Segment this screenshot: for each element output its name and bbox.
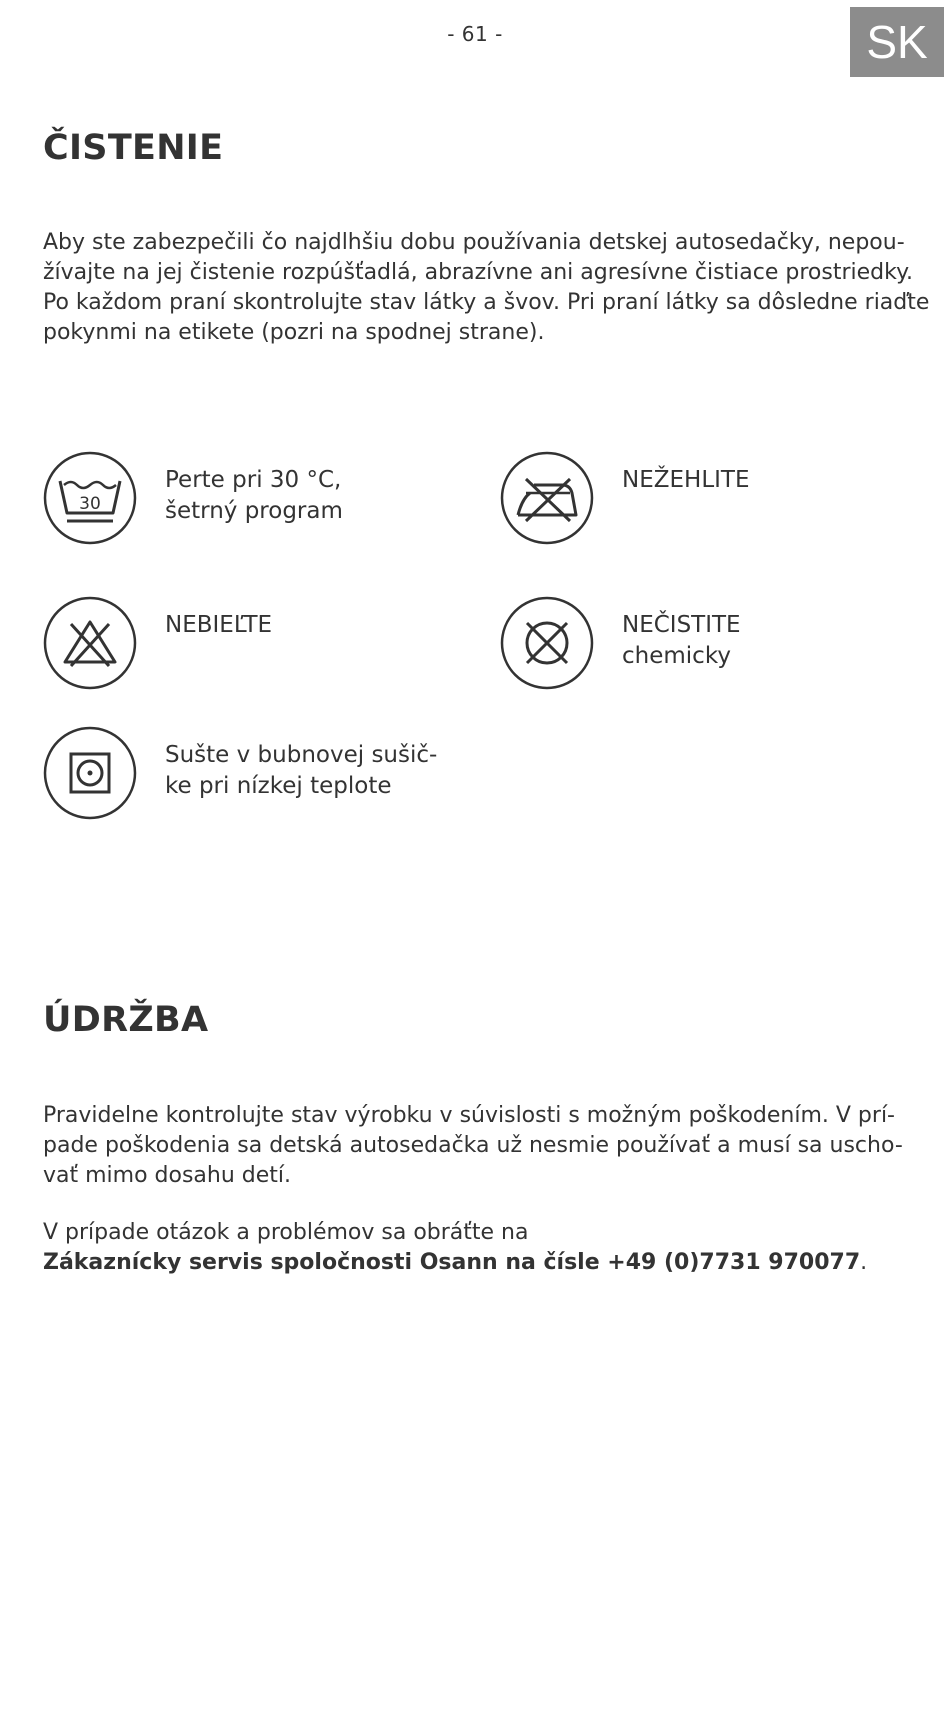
cleaning-paragraph-line: Aby ste zabezpečili čo najdlhšiu dobu používania detskej autosedačky, nepou-	[43, 230, 905, 255]
cleaning-paragraph	[43, 228, 943, 348]
cleaning-paragraph-line: Po každom praní skontrolujte stav látky a švov. Pri praní látky sa dôsledne riaďte	[43, 290, 930, 315]
page-number: - 61 -	[447, 22, 503, 46]
care-text-line: NEŽEHLITE	[622, 467, 750, 493]
care-text-tumble-dry	[165, 740, 437, 802]
contact-intro: V prípade otázok a problémov sa obráťte na	[43, 1220, 529, 1245]
wash-30-icon	[43, 451, 137, 545]
contact-paragraph	[43, 1218, 943, 1278]
maintenance-paragraph-line: pade poškodenia sa detská autosedačka už nesmie používať a musí sa uscho-	[43, 1133, 903, 1158]
language-badge: SK	[850, 7, 944, 77]
care-text-no-dry-clean	[622, 610, 741, 672]
cleaning-paragraph-line: žívajte na jej čistenie rozpúšťadlá, abrazívne ani agresívne čistiace prostriedky.	[43, 260, 913, 285]
care-text-wash	[165, 465, 343, 527]
no-iron-icon	[500, 451, 594, 545]
maintenance-paragraph-line: Pravidelne kontrolujte stav výrobku v súvislosti s možným poškodením. V prí-	[43, 1103, 895, 1128]
wash-temperature-label: 30	[79, 494, 101, 514]
care-text-line: chemicky	[622, 643, 731, 669]
maintenance-paragraph	[43, 1101, 943, 1191]
no-bleach-icon	[43, 596, 137, 690]
customer-service-contact: Zákaznícky servis spoločnosti Osann na čísle +49 (0)7731 970077	[43, 1250, 861, 1275]
contact-line	[43, 1248, 943, 1278]
care-text-no-iron	[622, 465, 750, 496]
care-text-line: šetrný program	[165, 498, 343, 524]
care-text-line: NEBIEĽTE	[165, 612, 273, 638]
care-text-line: Sušte v bubnovej sušič-	[165, 742, 438, 768]
maintenance-paragraph-line: vať mimo dosahu detí.	[43, 1163, 292, 1188]
tumble-dry-low-icon	[43, 726, 137, 820]
care-text-no-bleach	[165, 610, 272, 641]
cleaning-title: ČISTENIE	[43, 128, 224, 168]
contact-end: .	[860, 1250, 868, 1275]
care-text-line: ke pri nízkej teplote	[165, 773, 392, 799]
care-text-line: Perte pri 30 °C,	[165, 467, 342, 493]
maintenance-title: ÚDRŽBA	[43, 1000, 209, 1040]
cleaning-paragraph-line: pokynmi na etikete (pozri na spodnej strane).	[43, 320, 545, 345]
care-text-line: NEČISTITE	[622, 612, 741, 638]
no-dry-clean-icon	[500, 596, 594, 690]
